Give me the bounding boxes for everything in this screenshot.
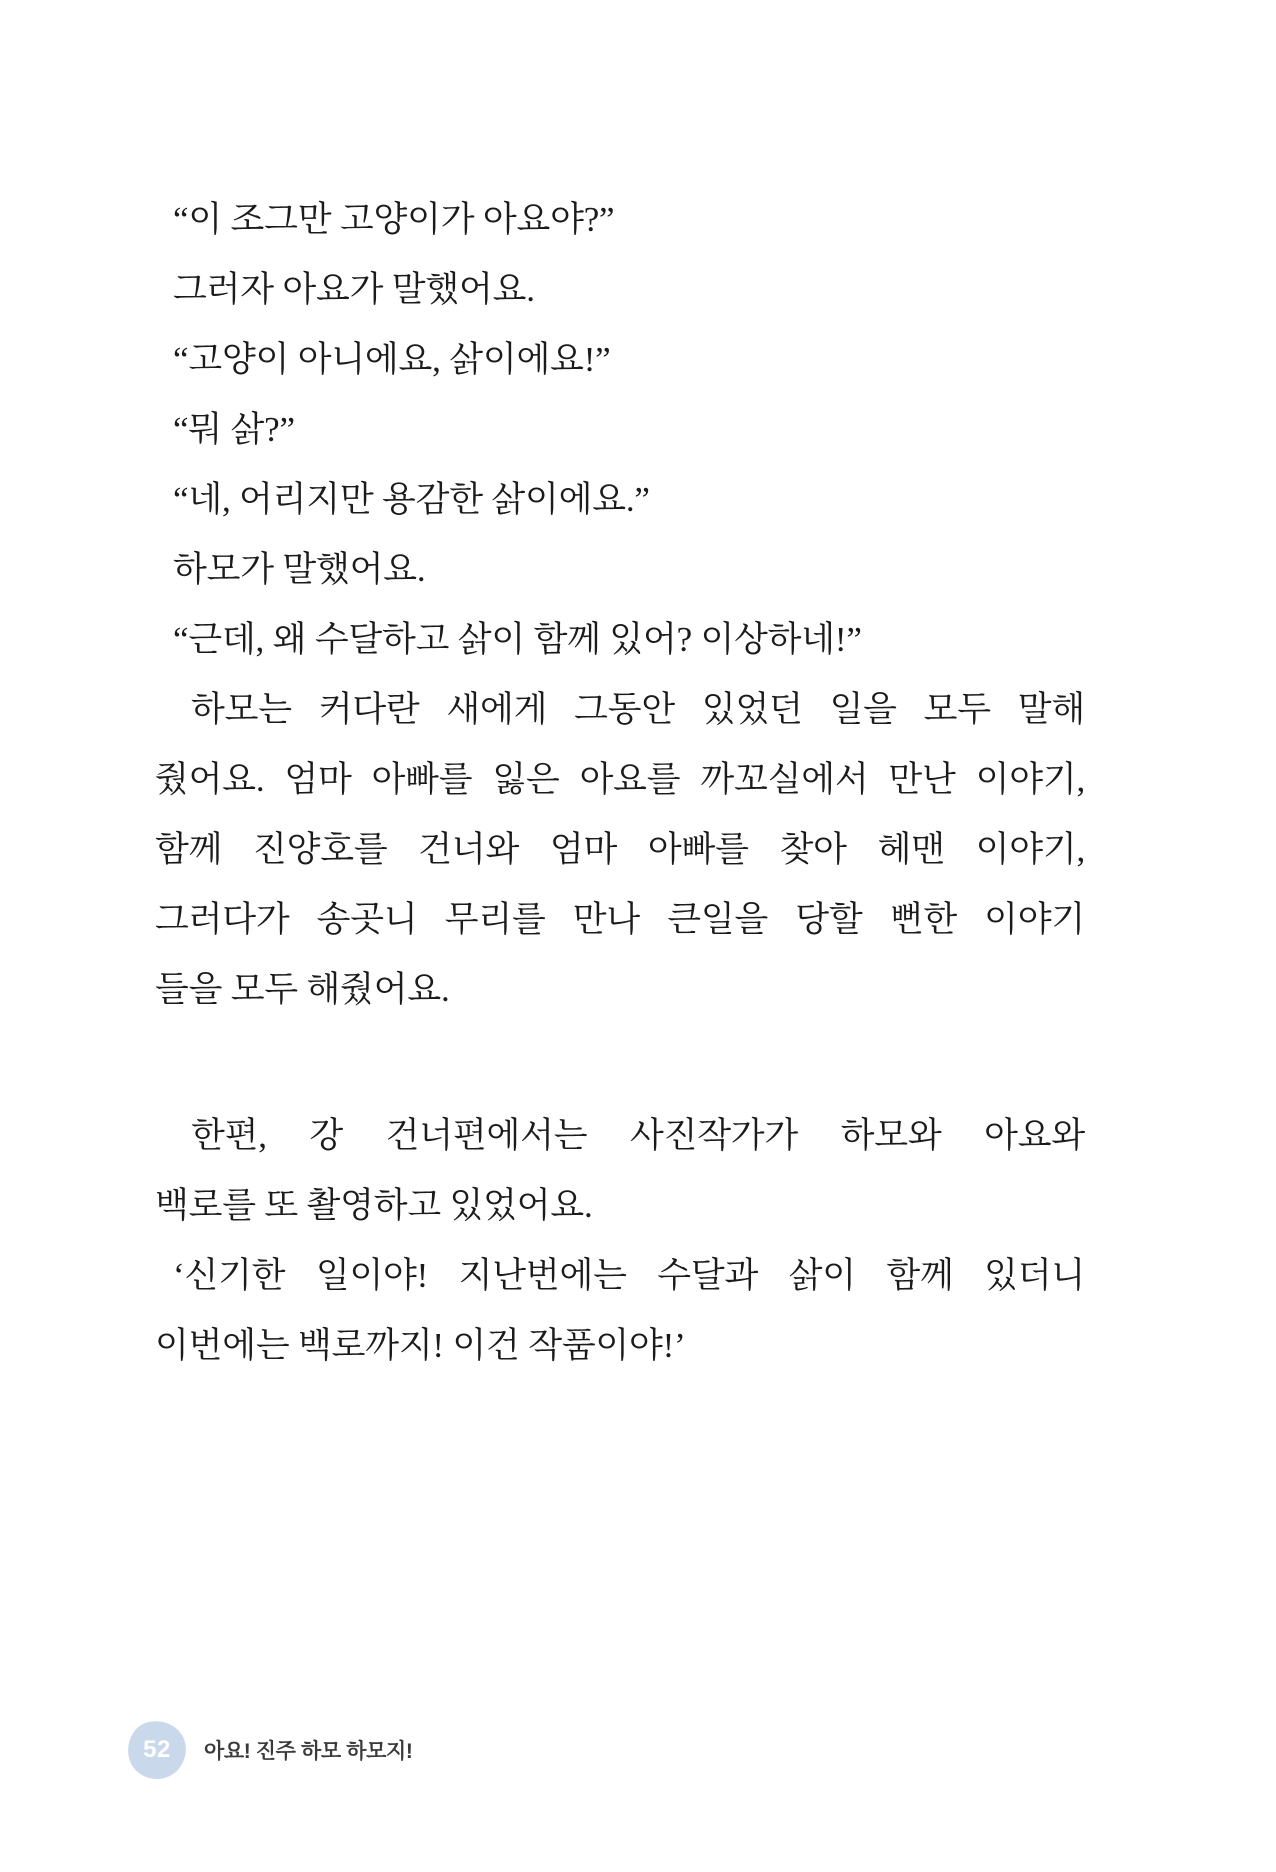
paragraph-line: 그러다가 송곳니 무리를 만나 큰일을 당할 뻔한 이야기 xyxy=(155,900,1085,939)
paragraph-narration-2 xyxy=(155,1101,1085,1241)
page-number-badge xyxy=(128,1721,186,1779)
paragraph-line: ‘신기한 일이야! 지난번에는 수달과 삵이 함께 있더니 xyxy=(173,1256,1085,1295)
page-body-text xyxy=(155,185,1085,1381)
dialogue-line: “고양이 아니에요, 삵이에요!” xyxy=(173,340,611,379)
dialogue-line: “네, 어리지만 용감한 삵이에요.” xyxy=(173,480,650,519)
paragraph-line: 줬어요. 엄마 아빠를 잃은 아요를 까꼬실에서 만난 이야기, xyxy=(155,760,1085,799)
dialogue-line: “이 조그만 고양이가 아요야?” xyxy=(173,200,615,239)
paragraph-line: 백로를 또 촬영하고 있었어요. xyxy=(155,1186,593,1225)
dialogue-line: “뭐 삵?” xyxy=(173,410,295,449)
dialogue-line: “근데, 왜 수달하고 삵이 함께 있어? 이상하네!” xyxy=(173,620,862,659)
page-number: 52 xyxy=(143,1736,171,1763)
paragraph-line: 이번에는 백로까지! 이건 작품이야!’ xyxy=(155,1326,686,1365)
page-footer xyxy=(128,1720,412,1780)
dialogue-line: 하모가 말했어요. xyxy=(173,550,426,589)
paragraph-narration-1 xyxy=(155,675,1085,1025)
dialogue-line: 그러자 아요가 말했어요. xyxy=(173,270,535,309)
paragraph-spacer xyxy=(155,1025,1085,1101)
paragraph-line: 함께 진양호를 건너와 엄마 아빠를 찾아 헤맨 이야기, xyxy=(155,830,1085,869)
book-title: 아요! 진주 하모 하모지! xyxy=(204,1740,413,1763)
paragraph-line: 들을 모두 해줬어요. xyxy=(155,970,450,1009)
paragraph-thought-3 xyxy=(155,1241,1085,1381)
paragraph-line: 한편, 강 건너편에서는 사진작가가 하모와 아요와 xyxy=(191,1116,1085,1155)
paragraph-line: 하모는 커다란 새에게 그동안 있었던 일을 모두 말해 xyxy=(191,690,1085,729)
